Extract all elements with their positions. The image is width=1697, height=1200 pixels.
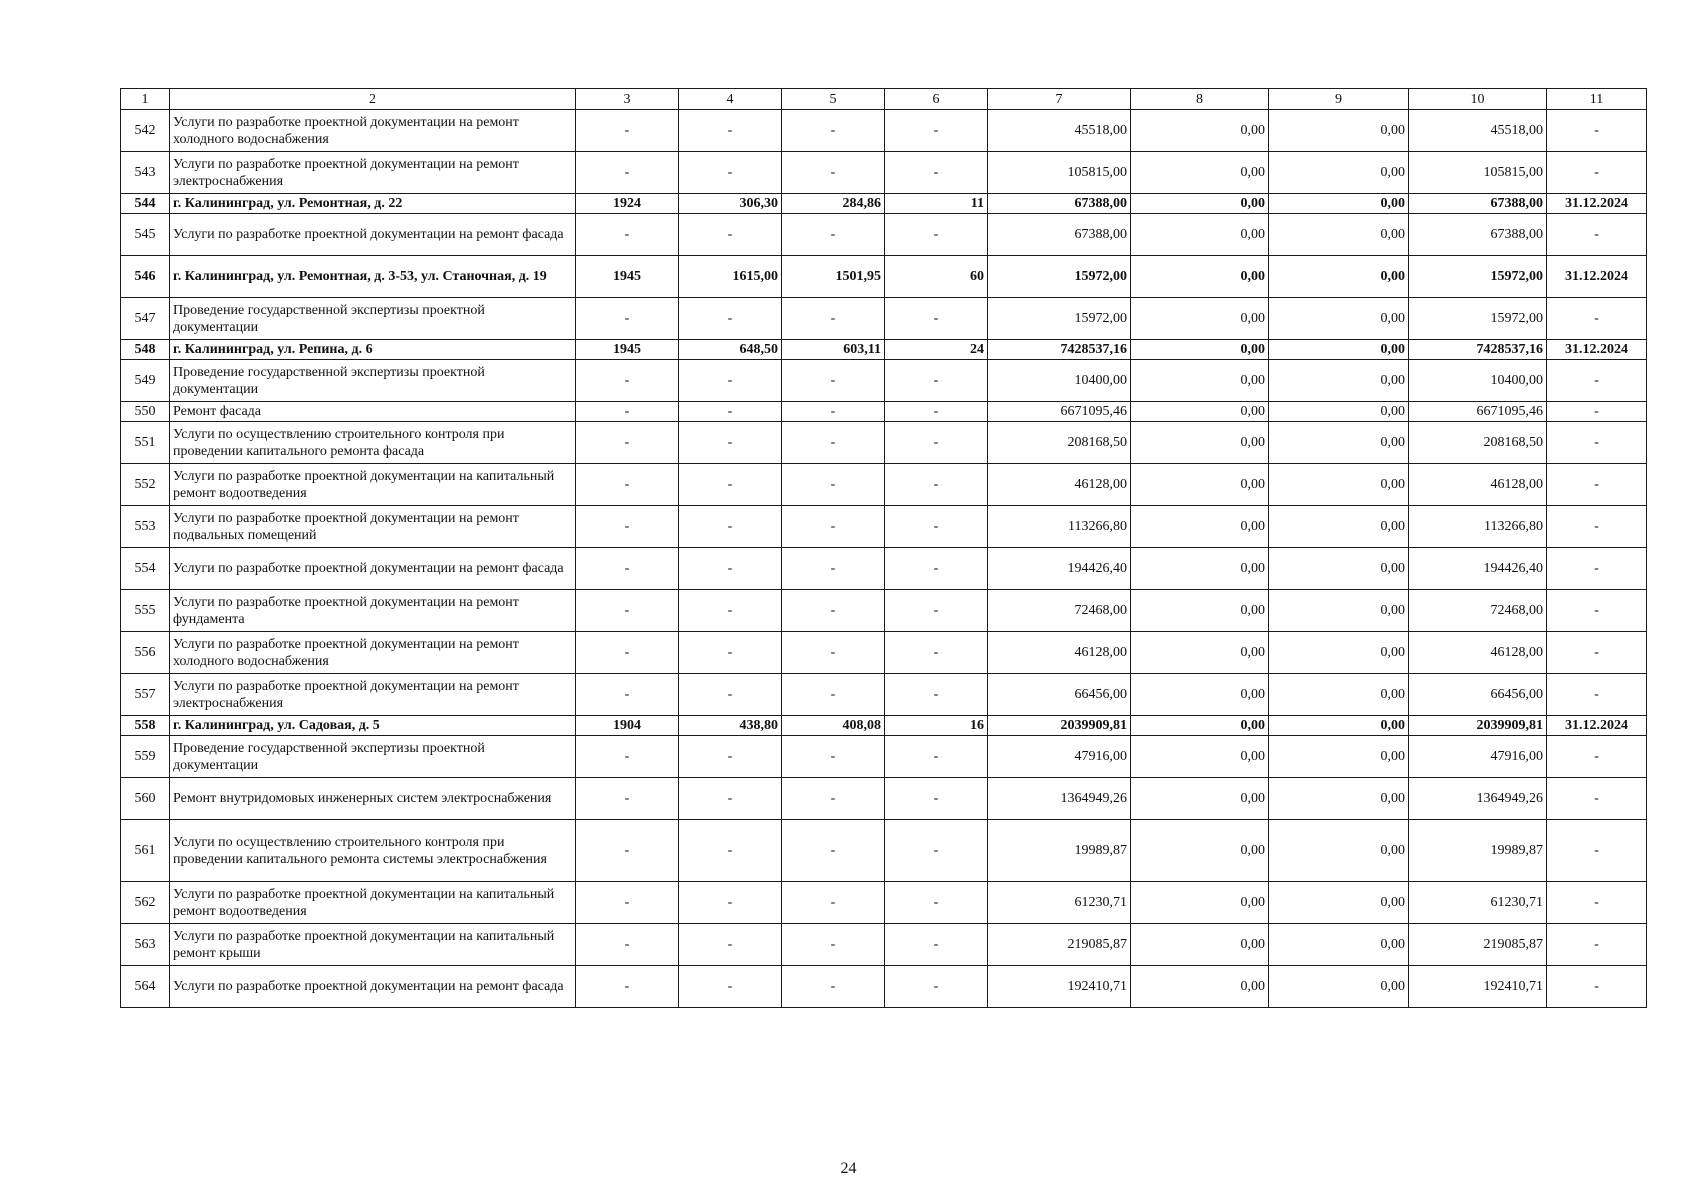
column-header: 1: [121, 89, 170, 110]
col11-cell: -: [1547, 736, 1647, 778]
col3-cell: -: [576, 674, 679, 716]
col3-cell: -: [576, 820, 679, 882]
col7-cell: 67388,00: [988, 214, 1131, 256]
col4-cell: -: [679, 820, 782, 882]
col11-cell: -: [1547, 214, 1647, 256]
col9-cell: 0,00: [1269, 924, 1409, 966]
col4-cell: 306,30: [679, 194, 782, 214]
col4-cell: -: [679, 548, 782, 590]
col5-cell: -: [782, 152, 885, 194]
col3-cell: -: [576, 548, 679, 590]
col4-cell: -: [679, 298, 782, 340]
col11-cell: 31.12.2024: [1547, 716, 1647, 736]
row-number: 550: [121, 402, 170, 422]
col8-cell: 0,00: [1131, 194, 1269, 214]
col5-cell: -: [782, 464, 885, 506]
col11-cell: -: [1547, 820, 1647, 882]
col5-cell: -: [782, 632, 885, 674]
column-header: 3: [576, 89, 679, 110]
col10-cell: 7428537,16: [1409, 340, 1547, 360]
col3-cell: -: [576, 360, 679, 402]
row-name: Услуги по разработке проектной документации на ремонт электроснабжения: [170, 152, 576, 194]
row-name: Ремонт фасада: [170, 402, 576, 422]
row-name: г. Калининград, ул. Ремонтная, д. 22: [170, 194, 576, 214]
col11-cell: -: [1547, 298, 1647, 340]
col11-cell: -: [1547, 360, 1647, 402]
col9-cell: 0,00: [1269, 256, 1409, 298]
col7-cell: 192410,71: [988, 966, 1131, 1008]
row-number: 543: [121, 152, 170, 194]
row-number: 559: [121, 736, 170, 778]
table-row: [121, 402, 1647, 422]
row-name: Услуги по осуществлению строительного контроля при проведении капитального ремонта системы электроснабжения: [170, 820, 576, 882]
column-header: 2: [170, 89, 576, 110]
col11-cell: 31.12.2024: [1547, 256, 1647, 298]
col5-cell: 603,11: [782, 340, 885, 360]
col4-cell: -: [679, 778, 782, 820]
col11-cell: -: [1547, 464, 1647, 506]
col11-cell: -: [1547, 590, 1647, 632]
table-row: [121, 966, 1647, 1008]
table-row: [121, 360, 1647, 402]
col9-cell: 0,00: [1269, 966, 1409, 1008]
row-number: 547: [121, 298, 170, 340]
col3-cell: -: [576, 110, 679, 152]
row-name: Услуги по разработке проектной документации на капитальный ремонт водоотведения: [170, 464, 576, 506]
row-number: 546: [121, 256, 170, 298]
col7-cell: 1364949,26: [988, 778, 1131, 820]
col5-cell: -: [782, 736, 885, 778]
col7-cell: 19989,87: [988, 820, 1131, 882]
col5-cell: -: [782, 820, 885, 882]
table-row: [121, 548, 1647, 590]
col8-cell: 0,00: [1131, 360, 1269, 402]
table-row: [121, 340, 1647, 360]
col10-cell: 15972,00: [1409, 256, 1547, 298]
row-name: г. Калининград, ул. Репина, д. 6: [170, 340, 576, 360]
table-row: [121, 716, 1647, 736]
row-name: Услуги по разработке проектной документации на ремонт фундамента: [170, 590, 576, 632]
col5-cell: -: [782, 674, 885, 716]
col10-cell: 10400,00: [1409, 360, 1547, 402]
row-name: Услуги по разработке проектной документации на ремонт подвальных помещений: [170, 506, 576, 548]
col6-cell: -: [885, 110, 988, 152]
col3-cell: 1945: [576, 256, 679, 298]
col11-cell: 31.12.2024: [1547, 194, 1647, 214]
table-row: [121, 736, 1647, 778]
col4-cell: -: [679, 360, 782, 402]
col7-cell: 61230,71: [988, 882, 1131, 924]
col7-cell: 113266,80: [988, 506, 1131, 548]
col7-cell: 105815,00: [988, 152, 1131, 194]
col3-cell: -: [576, 464, 679, 506]
col7-cell: 66456,00: [988, 674, 1131, 716]
col6-cell: -: [885, 924, 988, 966]
col9-cell: 0,00: [1269, 464, 1409, 506]
row-name: г. Калининград, ул. Ремонтная, д. 3-53, ул. Станочная, д. 19: [170, 256, 576, 298]
row-number: 548: [121, 340, 170, 360]
col7-cell: 47916,00: [988, 736, 1131, 778]
row-number: 545: [121, 214, 170, 256]
col6-cell: -: [885, 422, 988, 464]
col4-cell: -: [679, 422, 782, 464]
col5-cell: -: [782, 506, 885, 548]
col8-cell: 0,00: [1131, 152, 1269, 194]
col10-cell: 1364949,26: [1409, 778, 1547, 820]
row-name: Услуги по разработке проектной документации на ремонт электроснабжения: [170, 674, 576, 716]
col10-cell: 72468,00: [1409, 590, 1547, 632]
row-number: 557: [121, 674, 170, 716]
col9-cell: 0,00: [1269, 402, 1409, 422]
col6-cell: -: [885, 506, 988, 548]
col6-cell: -: [885, 464, 988, 506]
row-number: 552: [121, 464, 170, 506]
col11-cell: -: [1547, 674, 1647, 716]
col9-cell: 0,00: [1269, 820, 1409, 882]
col6-cell: -: [885, 632, 988, 674]
col3-cell: -: [576, 924, 679, 966]
col8-cell: 0,00: [1131, 590, 1269, 632]
col8-cell: 0,00: [1131, 256, 1269, 298]
col10-cell: 45518,00: [1409, 110, 1547, 152]
col6-cell: -: [885, 298, 988, 340]
col10-cell: 15972,00: [1409, 298, 1547, 340]
col4-cell: -: [679, 632, 782, 674]
column-header: 4: [679, 89, 782, 110]
col6-cell: -: [885, 548, 988, 590]
col6-cell: -: [885, 152, 988, 194]
row-name: Проведение государственной экспертизы проектной документации: [170, 298, 576, 340]
table-row: [121, 110, 1647, 152]
col11-cell: -: [1547, 506, 1647, 548]
col11-cell: -: [1547, 548, 1647, 590]
column-header: 8: [1131, 89, 1269, 110]
col6-cell: 24: [885, 340, 988, 360]
col6-cell: -: [885, 736, 988, 778]
table-row: [121, 924, 1647, 966]
col3-cell: -: [576, 882, 679, 924]
col5-cell: -: [782, 298, 885, 340]
row-name: г. Калининград, ул. Садовая, д. 5: [170, 716, 576, 736]
col3-cell: -: [576, 298, 679, 340]
table-row: [121, 778, 1647, 820]
col9-cell: 0,00: [1269, 422, 1409, 464]
col8-cell: 0,00: [1131, 298, 1269, 340]
col3-cell: -: [576, 214, 679, 256]
table-row: [121, 298, 1647, 340]
column-header: 6: [885, 89, 988, 110]
col10-cell: 194426,40: [1409, 548, 1547, 590]
col5-cell: 284,86: [782, 194, 885, 214]
table-row: [121, 464, 1647, 506]
col5-cell: -: [782, 110, 885, 152]
row-name: Услуги по разработке проектной документации на ремонт холодного водоснабжения: [170, 632, 576, 674]
row-number: 560: [121, 778, 170, 820]
col10-cell: 66456,00: [1409, 674, 1547, 716]
col4-cell: -: [679, 736, 782, 778]
column-header: 9: [1269, 89, 1409, 110]
col5-cell: -: [782, 422, 885, 464]
col10-cell: 192410,71: [1409, 966, 1547, 1008]
col9-cell: 0,00: [1269, 506, 1409, 548]
col8-cell: 0,00: [1131, 340, 1269, 360]
col5-cell: -: [782, 402, 885, 422]
col9-cell: 0,00: [1269, 882, 1409, 924]
col3-cell: -: [576, 632, 679, 674]
col7-cell: 6671095,46: [988, 402, 1131, 422]
col9-cell: 0,00: [1269, 360, 1409, 402]
col4-cell: -: [679, 506, 782, 548]
col7-cell: 15972,00: [988, 298, 1131, 340]
col9-cell: 0,00: [1269, 632, 1409, 674]
col4-cell: -: [679, 882, 782, 924]
col5-cell: 1501,95: [782, 256, 885, 298]
col6-cell: -: [885, 820, 988, 882]
table-row: [121, 590, 1647, 632]
col8-cell: 0,00: [1131, 924, 1269, 966]
row-number: 542: [121, 110, 170, 152]
col7-cell: 2039909,81: [988, 716, 1131, 736]
col8-cell: 0,00: [1131, 674, 1269, 716]
row-name: Услуги по разработке проектной документации на ремонт фасада: [170, 548, 576, 590]
col10-cell: 61230,71: [1409, 882, 1547, 924]
row-number: 563: [121, 924, 170, 966]
col5-cell: -: [782, 590, 885, 632]
col3-cell: -: [576, 506, 679, 548]
col6-cell: 11: [885, 194, 988, 214]
row-name: Проведение государственной экспертизы проектной документации: [170, 360, 576, 402]
col11-cell: -: [1547, 924, 1647, 966]
col7-cell: 219085,87: [988, 924, 1131, 966]
page-number: 24: [840, 1160, 857, 1177]
row-number: 544: [121, 194, 170, 214]
col7-cell: 208168,50: [988, 422, 1131, 464]
row-number: 549: [121, 360, 170, 402]
col5-cell: -: [782, 966, 885, 1008]
col4-cell: 1615,00: [679, 256, 782, 298]
col10-cell: 105815,00: [1409, 152, 1547, 194]
col8-cell: 0,00: [1131, 214, 1269, 256]
row-name: Ремонт внутридомовых инженерных систем электроснабжения: [170, 778, 576, 820]
table-row: [121, 194, 1647, 214]
col5-cell: -: [782, 214, 885, 256]
col7-cell: 15972,00: [988, 256, 1131, 298]
col3-cell: 1904: [576, 716, 679, 736]
row-number: 556: [121, 632, 170, 674]
col8-cell: 0,00: [1131, 506, 1269, 548]
col9-cell: 0,00: [1269, 298, 1409, 340]
col10-cell: 67388,00: [1409, 214, 1547, 256]
row-number: 562: [121, 882, 170, 924]
column-header: 10: [1409, 89, 1547, 110]
col7-cell: 46128,00: [988, 632, 1131, 674]
column-header: 11: [1547, 89, 1647, 110]
col10-cell: 113266,80: [1409, 506, 1547, 548]
col8-cell: 0,00: [1131, 632, 1269, 674]
table-row: [121, 422, 1647, 464]
col6-cell: -: [885, 360, 988, 402]
column-header: 7: [988, 89, 1131, 110]
col4-cell: 438,80: [679, 716, 782, 736]
row-number: 555: [121, 590, 170, 632]
table-row: [121, 632, 1647, 674]
col8-cell: 0,00: [1131, 464, 1269, 506]
col5-cell: -: [782, 548, 885, 590]
col11-cell: -: [1547, 402, 1647, 422]
col10-cell: 46128,00: [1409, 632, 1547, 674]
col9-cell: 0,00: [1269, 736, 1409, 778]
col6-cell: -: [885, 402, 988, 422]
col5-cell: 408,08: [782, 716, 885, 736]
col3-cell: -: [576, 422, 679, 464]
col6-cell: -: [885, 778, 988, 820]
col4-cell: -: [679, 464, 782, 506]
column-header: 5: [782, 89, 885, 110]
col8-cell: 0,00: [1131, 402, 1269, 422]
row-name: Услуги по разработке проектной документации на ремонт холодного водоснабжения: [170, 110, 576, 152]
col10-cell: 6671095,46: [1409, 402, 1547, 422]
table-row: [121, 152, 1647, 194]
col6-cell: -: [885, 966, 988, 1008]
table-row: [121, 256, 1647, 298]
col4-cell: -: [679, 924, 782, 966]
row-number: 561: [121, 820, 170, 882]
col7-cell: 194426,40: [988, 548, 1131, 590]
row-name: Услуги по разработке проектной документации на капитальный ремонт крыши: [170, 924, 576, 966]
col9-cell: 0,00: [1269, 548, 1409, 590]
col6-cell: -: [885, 674, 988, 716]
col10-cell: 219085,87: [1409, 924, 1547, 966]
col4-cell: 648,50: [679, 340, 782, 360]
col8-cell: 0,00: [1131, 736, 1269, 778]
col10-cell: 46128,00: [1409, 464, 1547, 506]
table-row: [121, 214, 1647, 256]
col4-cell: -: [679, 966, 782, 1008]
col6-cell: -: [885, 882, 988, 924]
col6-cell: -: [885, 214, 988, 256]
row-number: 551: [121, 422, 170, 464]
col3-cell: -: [576, 778, 679, 820]
row-number: 558: [121, 716, 170, 736]
col3-cell: -: [576, 966, 679, 1008]
col11-cell: -: [1547, 422, 1647, 464]
col3-cell: 1945: [576, 340, 679, 360]
col3-cell: 1924: [576, 194, 679, 214]
col9-cell: 0,00: [1269, 716, 1409, 736]
col10-cell: 19989,87: [1409, 820, 1547, 882]
col11-cell: -: [1547, 966, 1647, 1008]
row-number: 553: [121, 506, 170, 548]
col7-cell: 45518,00: [988, 110, 1131, 152]
col4-cell: -: [679, 674, 782, 716]
table-row: [121, 882, 1647, 924]
col11-cell: -: [1547, 110, 1647, 152]
col11-cell: -: [1547, 882, 1647, 924]
row-name: Услуги по разработке проектной документации на капитальный ремонт водоотведения: [170, 882, 576, 924]
col4-cell: -: [679, 152, 782, 194]
col10-cell: 47916,00: [1409, 736, 1547, 778]
table-row: [121, 506, 1647, 548]
col8-cell: 0,00: [1131, 422, 1269, 464]
col5-cell: -: [782, 360, 885, 402]
col8-cell: 0,00: [1131, 820, 1269, 882]
row-number: 554: [121, 548, 170, 590]
col8-cell: 0,00: [1131, 778, 1269, 820]
col3-cell: -: [576, 402, 679, 422]
col5-cell: -: [782, 778, 885, 820]
col7-cell: 67388,00: [988, 194, 1131, 214]
col7-cell: 72468,00: [988, 590, 1131, 632]
col4-cell: -: [679, 214, 782, 256]
row-name: Услуги по осуществлению строительного контроля при проведении капитального ремонта фасада: [170, 422, 576, 464]
col9-cell: 0,00: [1269, 214, 1409, 256]
table-row: [121, 674, 1647, 716]
col11-cell: -: [1547, 152, 1647, 194]
col8-cell: 0,00: [1131, 110, 1269, 152]
data-table: [120, 88, 1647, 1008]
col11-cell: -: [1547, 778, 1647, 820]
row-name: Услуги по разработке проектной документации на ремонт фасада: [170, 214, 576, 256]
col9-cell: 0,00: [1269, 340, 1409, 360]
col7-cell: 10400,00: [988, 360, 1131, 402]
col8-cell: 0,00: [1131, 716, 1269, 736]
col4-cell: -: [679, 402, 782, 422]
col7-cell: 46128,00: [988, 464, 1131, 506]
col3-cell: -: [576, 590, 679, 632]
col7-cell: 7428537,16: [988, 340, 1131, 360]
col9-cell: 0,00: [1269, 110, 1409, 152]
col4-cell: -: [679, 110, 782, 152]
col9-cell: 0,00: [1269, 590, 1409, 632]
col9-cell: 0,00: [1269, 152, 1409, 194]
col3-cell: -: [576, 152, 679, 194]
row-number: 564: [121, 966, 170, 1008]
col11-cell: -: [1547, 632, 1647, 674]
col10-cell: 208168,50: [1409, 422, 1547, 464]
col6-cell: 16: [885, 716, 988, 736]
table-row: [121, 820, 1647, 882]
row-name: Услуги по разработке проектной документации на ремонт фасада: [170, 966, 576, 1008]
header-row: [121, 89, 1647, 110]
col8-cell: 0,00: [1131, 882, 1269, 924]
col8-cell: 0,00: [1131, 548, 1269, 590]
col8-cell: 0,00: [1131, 966, 1269, 1008]
col10-cell: 2039909,81: [1409, 716, 1547, 736]
col11-cell: 31.12.2024: [1547, 340, 1647, 360]
col9-cell: 0,00: [1269, 674, 1409, 716]
col10-cell: 67388,00: [1409, 194, 1547, 214]
col6-cell: -: [885, 590, 988, 632]
col4-cell: -: [679, 590, 782, 632]
col5-cell: -: [782, 882, 885, 924]
col9-cell: 0,00: [1269, 778, 1409, 820]
col5-cell: -: [782, 924, 885, 966]
col9-cell: 0,00: [1269, 194, 1409, 214]
col3-cell: -: [576, 736, 679, 778]
row-name: Проведение государственной экспертизы проектной документации: [170, 736, 576, 778]
col6-cell: 60: [885, 256, 988, 298]
